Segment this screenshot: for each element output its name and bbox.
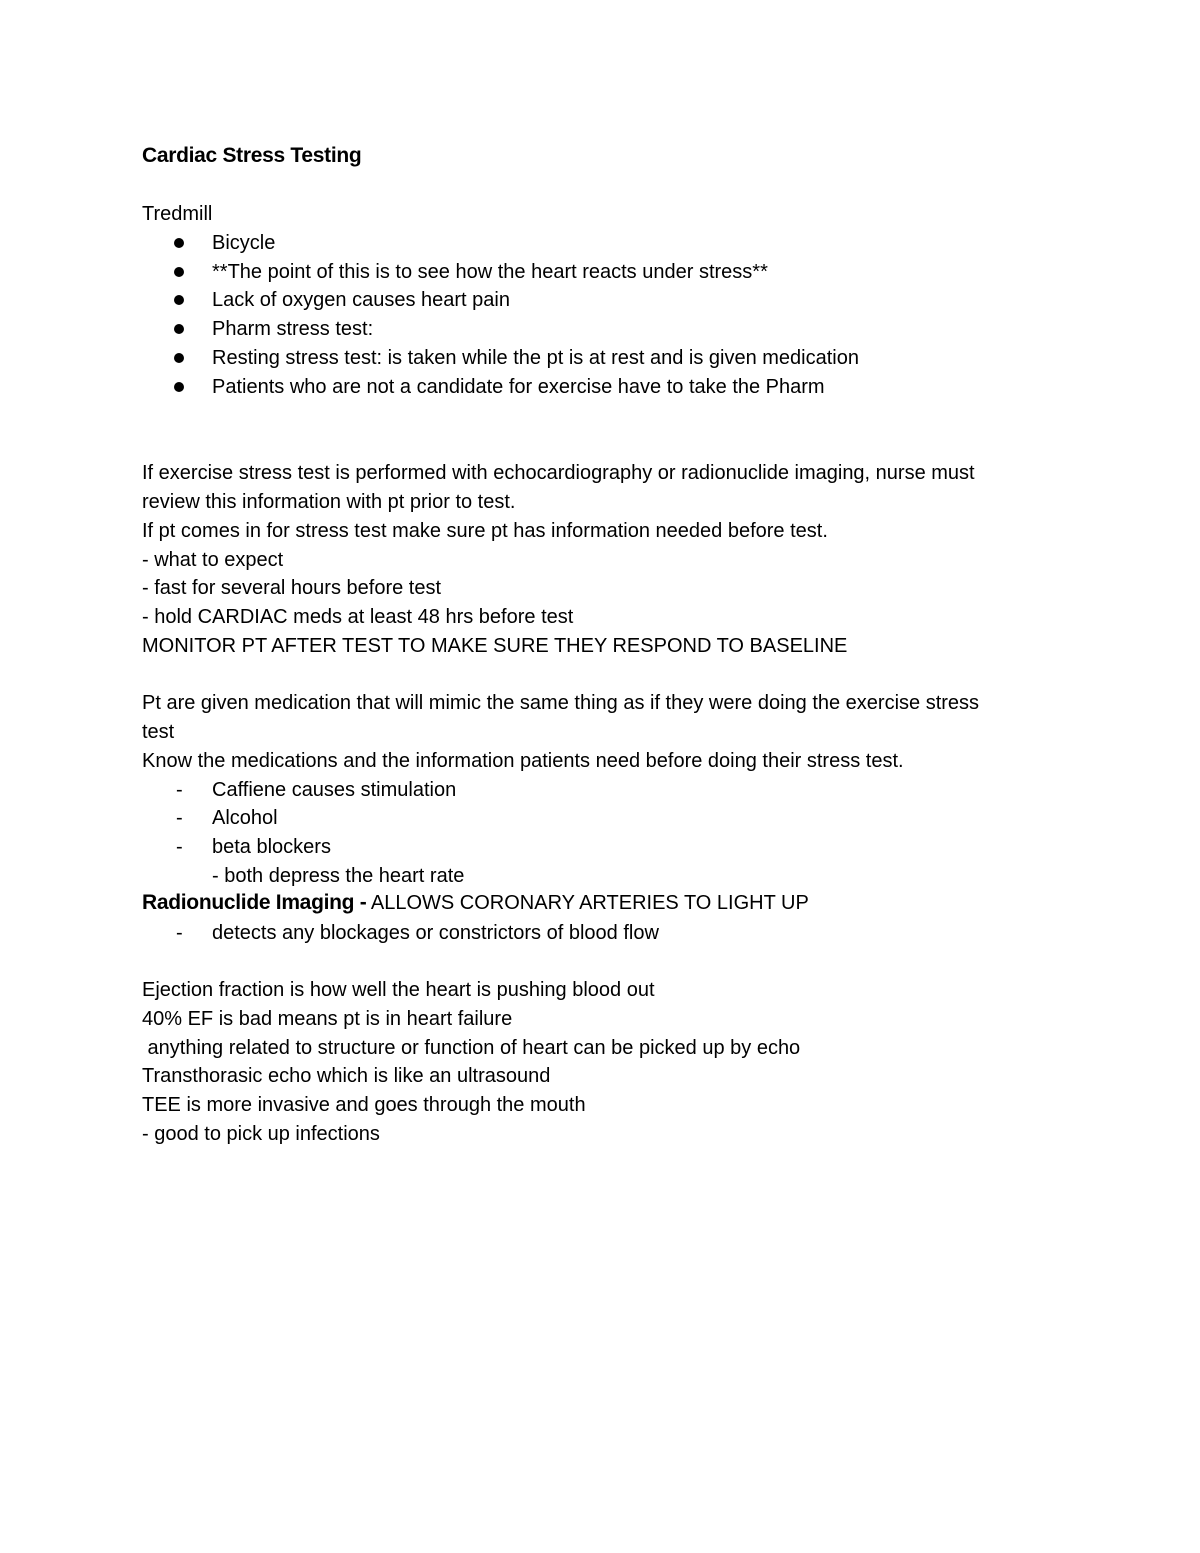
sub-note: - both depress the heart rate	[212, 865, 465, 887]
document-title: Cardiac Stress Testing	[142, 144, 362, 167]
list-item: Bicycle	[212, 232, 276, 254]
section-heading-rest: ALLOWS CORONARY ARTERIES TO LIGHT UP	[366, 892, 809, 914]
paragraph-line: Ejection fraction is how well the heart is pushing blood out	[142, 979, 655, 1001]
list-item: **The point of this is to see how the heart reacts under stress**	[212, 261, 768, 283]
paragraph-line: - good to pick up infections	[142, 1123, 380, 1145]
dash-marker: -	[176, 836, 183, 858]
intro-label: Tredmill	[142, 203, 213, 225]
paragraph-line: Know the medications and the information patients need before doing their stress test.	[142, 750, 904, 772]
paragraph-line: If pt comes in for stress test make sure pt has information needed before test.	[142, 520, 828, 542]
dash-marker: -	[176, 922, 183, 944]
bullet-dot-icon	[174, 295, 184, 305]
bullet-dot-icon	[174, 353, 184, 363]
section-heading: Radionuclide Imaging -	[142, 891, 367, 914]
dash-marker: -	[176, 779, 183, 801]
paragraph-warning: MONITOR PT AFTER TEST TO MAKE SURE THEY RESPOND TO BASELINE	[142, 635, 848, 657]
bullet-dot-icon	[174, 324, 184, 334]
paragraph-line: If exercise stress test is performed with echocardiography or radionuclide imaging, nurse must	[142, 462, 975, 484]
dash-marker: -	[176, 807, 183, 829]
paragraph-line: review this information with pt prior to test.	[142, 491, 516, 513]
paragraph-line: test	[142, 721, 175, 743]
list-item: Pharm stress test:	[212, 318, 374, 340]
paragraph-line: Pt are given medication that will mimic the same thing as if they were doing the exercise stress	[142, 692, 980, 714]
list-item: Caffiene causes stimulation	[212, 779, 457, 801]
paragraph-line: - fast for several hours before test	[142, 577, 442, 599]
paragraph-line: anything related to structure or function of heart can be picked up by echo	[142, 1037, 801, 1059]
list-item: Alcohol	[212, 807, 278, 829]
list-item: detects any blockages or constrictors of blood flow	[212, 922, 659, 944]
paragraph-line: - what to expect	[142, 549, 284, 571]
paragraph-line: - hold CARDIAC meds at least 48 hrs before test	[142, 606, 574, 628]
bullet-dot-icon	[174, 267, 184, 277]
bullet-dot-icon	[174, 238, 184, 248]
list-item: Patients who are not a candidate for exercise have to take the Pharm	[212, 376, 825, 398]
bullet-dot-icon	[174, 382, 184, 392]
list-item: beta blockers	[212, 836, 331, 858]
paragraph-line: TEE is more invasive and goes through the mouth	[142, 1094, 586, 1116]
list-item: Resting stress test: is taken while the pt is at rest and is given medication	[212, 347, 859, 369]
section-heading-line	[142, 890, 809, 916]
list-item: Lack of oxygen causes heart pain	[212, 289, 510, 311]
paragraph-line: Transthorasic echo which is like an ultrasound	[142, 1065, 551, 1087]
paragraph-line: 40% EF is bad means pt is in heart failure	[142, 1008, 513, 1030]
